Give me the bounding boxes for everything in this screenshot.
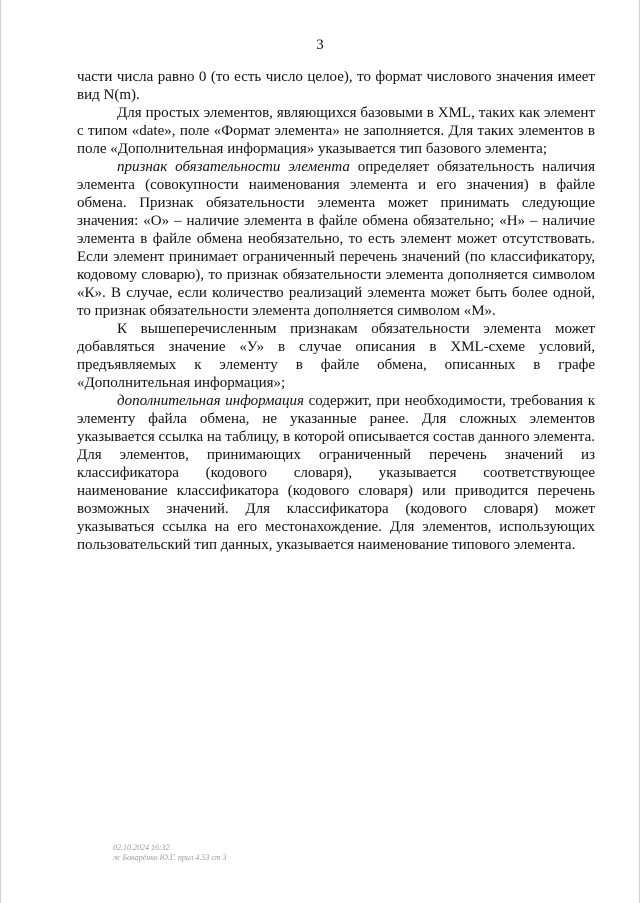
paragraph-1 [77,68,595,104]
stamp-line-2: ж Бокарёнко Ю.Г. прил 4.53 ст 3 [113,853,227,862]
paragraph-1-text: части числа равно 0 (то есть число целое), то формат числового значения имеет вид N(m). [77,69,595,103]
paragraph-3 [77,158,595,320]
paragraph-4 [77,320,595,392]
body-text [77,68,595,554]
registration-stamp [113,843,227,863]
paragraph-2-text: Для простых элементов, являющихся базовыми в XML, таких как элемент с типом «date», поле «Формат элемента» не заполняется. Для таких элементов в поле «Дополнительная информация» указывается тип базового элемента; [77,105,595,157]
paragraph-3-term: признак обязательности элемента [117,159,350,175]
paragraph-5 [77,392,595,554]
paragraph-4-text: К вышеперечисленным признакам обязательности элемента может добавляться значение «У» в случае описания в XML-схеме условий, предъявляемых к элементу в файле обмена, описанных в графе «Дополнительная информация»; [77,321,595,391]
paragraph-5-text: содержит, при необходимости, требования к элементу файла обмена, не указанные ранее. Для сложных элементов указывается ссылка на таблицу, в которой описывается состав данного элемента. Для элементов, принимающих ограниченный перечень значений из классификатора (кодового словаря), указывается соответствующее наименование классификатора (кодового словаря) или приводится перечень возможных значений. Для классификатора (кодового словаря) может указываться ссылка на его местонахождение. Для элементов, использующих пользовательский тип данных, указывается наименование типового элемента. [77,393,595,553]
paragraph-3-text: определяет обязательность наличия элемента (совокупности наименования элемента и его значения) в файле обмена. Признак обязательности элемента может принимать следующие значения: «О» – наличие элемента в файле обмена обязательно; «Н» – наличие элемента в файле обмена необязательно, то есть элемент может отсутствовать. Если элемент принимает ограниченный перечень значений (по классификатору, кодовому словарю), то признак обязательности элемента дополняется символом «К». В случае, если количество реализаций элемента может быть более одной, то признак обязательности элемента дополняется символом «М». [77,159,595,319]
paragraph-5-term: дополнительная информация [117,393,304,409]
paragraph-2 [77,104,595,158]
page-number: 3 [316,37,324,53]
stamp-line-1: 02.10.2024 16:32 [113,843,170,852]
